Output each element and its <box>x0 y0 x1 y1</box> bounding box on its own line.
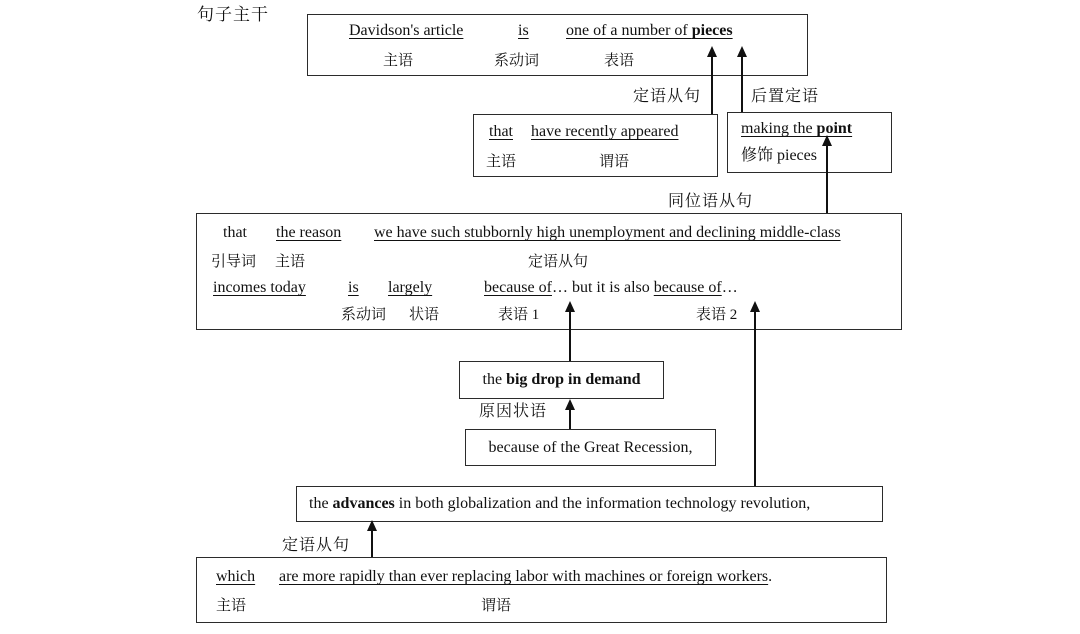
making-point-text: making the point <box>741 120 853 137</box>
attributive-clause-inner-label: 定语从句 <box>528 254 589 270</box>
main-predicative-label: 表语 <box>604 53 635 69</box>
attributive-clause-bottom-label: 定语从句 <box>282 537 351 554</box>
recession-text: because of the Great Recession, <box>488 438 693 456</box>
appositive-predicatives: because of… but it is also because of… <box>484 279 738 296</box>
arrow-attributive-clause-to-pieces <box>706 46 718 114</box>
appositive-subject: the reason <box>276 224 342 241</box>
arrow-which-to-advances <box>366 520 378 557</box>
advances-box <box>296 486 883 522</box>
subject-continuation: incomes today <box>213 279 306 296</box>
postpositive-attributive-label: 后置定语 <box>751 88 820 105</box>
which-clause-box <box>196 557 887 623</box>
clause-predicate: have recently appeared <box>531 123 679 140</box>
that-appeared-box <box>473 114 718 177</box>
which-predicate-label: 谓语 <box>481 598 512 614</box>
clause-subject: that <box>489 123 513 140</box>
arrow-advances-to-predicative2 <box>749 301 761 486</box>
predicative1-label: 表语 1 <box>498 307 540 323</box>
big-drop-text: the big drop in demand <box>482 371 641 388</box>
recession-box <box>465 429 716 466</box>
sentence-trunk-label: 句子主干 <box>197 5 269 24</box>
which-predicate: are more rapidly than ever replacing labor with machines or foreign workers. <box>279 568 773 585</box>
main-verb-label: 系动词 <box>494 53 540 69</box>
arrow-appositive-to-point <box>821 135 833 213</box>
appositive-attributive-clause: we have such stubbornly high unemployment and declining middle-class <box>374 224 841 241</box>
conjunction-label: 引导词 <box>211 254 257 270</box>
clause-subject-label: 主语 <box>486 154 517 170</box>
attributive-clause-top-label: 定语从句 <box>633 88 702 105</box>
appositive-adverb: largely <box>388 279 433 296</box>
arrow-bigdrop-to-predicative1 <box>564 301 576 361</box>
appositive-clause-box <box>196 213 902 330</box>
appositive-conjunction: that <box>223 224 247 241</box>
appositive-clause-label: 同位语从句 <box>668 193 754 210</box>
main-predicative: one of a number of pieces <box>566 22 733 39</box>
appositive-verb: is <box>348 279 359 296</box>
adverbial-label: 状语 <box>409 307 440 323</box>
main-sentence-box <box>307 14 808 76</box>
main-verb: is <box>518 22 529 39</box>
clause-predicate-label: 谓语 <box>599 154 630 170</box>
linking-verb-label: 系动词 <box>341 307 387 323</box>
predicative2-label: 表语 2 <box>696 307 738 323</box>
big-drop-box <box>459 361 664 399</box>
which-subject: which <box>216 568 256 585</box>
appositive-subject-label: 主语 <box>275 254 306 270</box>
arrow-recession-to-bigdrop <box>564 399 576 429</box>
main-subject-label: 主语 <box>383 53 414 69</box>
which-subject-label: 主语 <box>216 598 247 614</box>
making-point-note: 修饰 pieces <box>741 147 817 164</box>
making-point-box <box>727 112 892 173</box>
arrow-postpositive-to-pieces <box>736 46 748 112</box>
advances-text: the advances in both globalization and the information technology revolution, <box>309 495 811 512</box>
reason-adverbial-label: 原因状语 <box>479 403 548 420</box>
main-subject: Davidson's article <box>349 22 464 39</box>
